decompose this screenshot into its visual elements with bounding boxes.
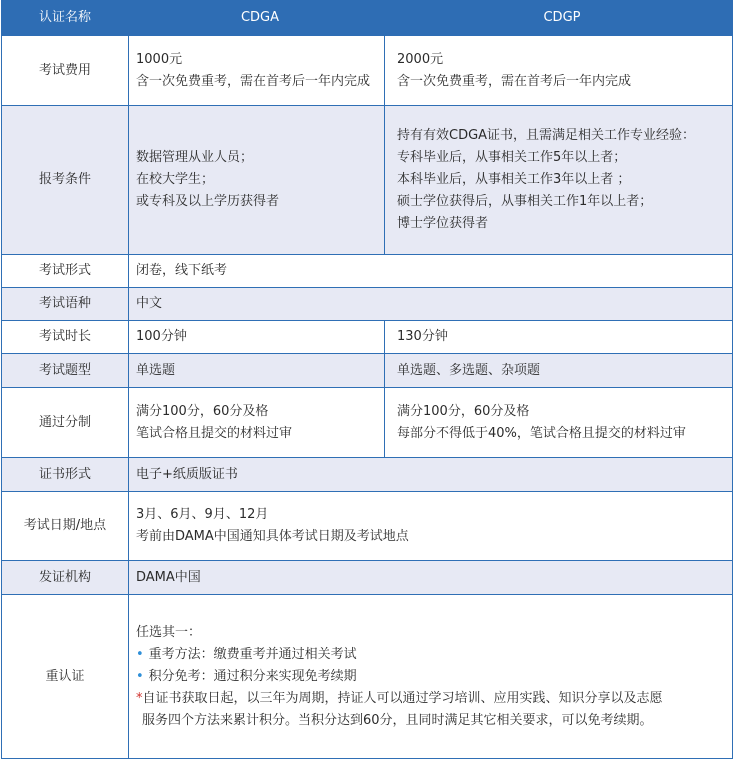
row-label: 发证机构 bbox=[1, 561, 129, 594]
row-fee bbox=[1, 36, 733, 106]
row-issuer bbox=[1, 561, 733, 595]
requirement-line: 硕士学位获得后，从事相关工作1年以上者； bbox=[397, 194, 653, 209]
requirement-line: 数据管理从业人员； bbox=[136, 150, 254, 165]
exam-date-value bbox=[129, 492, 733, 560]
recert-option-text: 重考方法：缴费重考并通过相关考试 bbox=[148, 646, 357, 662]
row-duration bbox=[1, 321, 733, 354]
exam-form-value: 闭卷，线下纸考 bbox=[129, 255, 733, 287]
row-passing bbox=[1, 388, 733, 458]
issuer-value: DAMA中国 bbox=[129, 561, 733, 594]
row-exam-language bbox=[1, 288, 733, 321]
asterisk-mark: * bbox=[136, 690, 143, 706]
row-label: 考试语种 bbox=[1, 288, 129, 320]
recert-note bbox=[136, 688, 663, 710]
requirement-line: 在校大学生； bbox=[136, 172, 215, 187]
recert-note-line: 服务四个方法来累计积分。当积分达到60分，且同时满足其它相关要求，可以免考续期。 bbox=[142, 712, 653, 728]
header-cdgp: CDGP bbox=[543, 10, 581, 25]
cdgp-requirements bbox=[385, 106, 733, 254]
exam-notice: 考前由DAMA中国通知具体考试日期及考试地点 bbox=[136, 529, 409, 544]
table-header bbox=[1, 0, 733, 36]
recert-note-line: 自证书获取日起，以三年为周期，持证人可以通过学习培训、应用实践、知识分享以及志愿 bbox=[142, 690, 663, 706]
cdgp-fee-amount: 2000元 bbox=[397, 51, 444, 67]
exam-months: 3月、6月、9月、12月 bbox=[136, 507, 269, 522]
recert-option-text: 积分免考：通过积分来实现免考续期 bbox=[148, 668, 357, 684]
recert-intro: 任选其一： bbox=[136, 624, 202, 640]
row-label: 考试形式 bbox=[1, 255, 129, 287]
requirement-line: 博士学位获得者 bbox=[397, 216, 489, 231]
row-exam-form bbox=[1, 255, 733, 288]
cdgp-fee-note: 含一次免费重考，需在首考后一年内完成 bbox=[397, 73, 632, 89]
requirement-line: 或专科及以上学历获得者 bbox=[136, 194, 280, 209]
row-label: 考试题型 bbox=[1, 354, 129, 387]
row-label: 考试时长 bbox=[1, 321, 129, 353]
cdga-question-type: 单选题 bbox=[129, 354, 385, 387]
exam-language-value: 中文 bbox=[129, 288, 733, 320]
row-recertification bbox=[1, 595, 733, 759]
recert-option bbox=[136, 666, 663, 688]
row-label: 证书形式 bbox=[1, 458, 129, 491]
cdga-fee bbox=[129, 36, 385, 105]
row-question-type bbox=[1, 354, 733, 388]
cdgp-question-type: 单选题、多选题、杂项题 bbox=[385, 354, 733, 387]
recertification-value bbox=[129, 595, 733, 758]
cdga-fee-note: 含一次免费重考，需在首考后一年内完成 bbox=[136, 73, 371, 89]
cdga-fee-amount: 1000元 bbox=[136, 51, 183, 67]
requirement-line: 持有有效CDGA证书，且需满足相关工作专业经验： bbox=[397, 128, 696, 143]
cdga-requirements bbox=[129, 106, 385, 254]
recert-option bbox=[136, 644, 663, 666]
row-label: 重认证 bbox=[1, 595, 129, 758]
cdgp-fee bbox=[385, 36, 733, 105]
requirement-line: 本科毕业后，从事相关工作3年以上者 ； bbox=[397, 172, 631, 187]
bullet-dot-icon: • bbox=[136, 646, 144, 662]
row-label: 考试日期/地点 bbox=[1, 492, 129, 560]
row-certificate-form bbox=[1, 458, 733, 492]
cdgp-passing bbox=[385, 388, 733, 457]
row-exam-date bbox=[1, 492, 733, 561]
cdgp-duration: 130分钟 bbox=[385, 321, 733, 353]
certification-table bbox=[1, 0, 733, 759]
row-label: 通过分制 bbox=[1, 388, 129, 457]
passing-line: 满分100分，60分及格 bbox=[136, 403, 269, 419]
passing-line: 满分100分，60分及格 bbox=[397, 403, 530, 419]
passing-line: 笔试合格且提交的材料过审 bbox=[136, 425, 293, 441]
header-cdga: CDGA bbox=[240, 10, 280, 25]
bullet-dot-icon: • bbox=[136, 668, 144, 684]
row-requirements bbox=[1, 106, 733, 255]
requirement-line: 专科毕业后，从事相关工作5年以上者； bbox=[397, 150, 627, 165]
header-name: 认证名称 bbox=[38, 10, 91, 25]
certificate-form-value: 电子+纸质版证书 bbox=[129, 458, 733, 491]
row-label: 报考条件 bbox=[1, 106, 129, 254]
cdga-passing bbox=[129, 388, 385, 457]
cdga-duration: 100分钟 bbox=[129, 321, 385, 353]
row-label: 考试费用 bbox=[1, 36, 129, 105]
passing-line: 每部分不得低于40%，笔试合格且提交的材料过审 bbox=[397, 425, 686, 441]
